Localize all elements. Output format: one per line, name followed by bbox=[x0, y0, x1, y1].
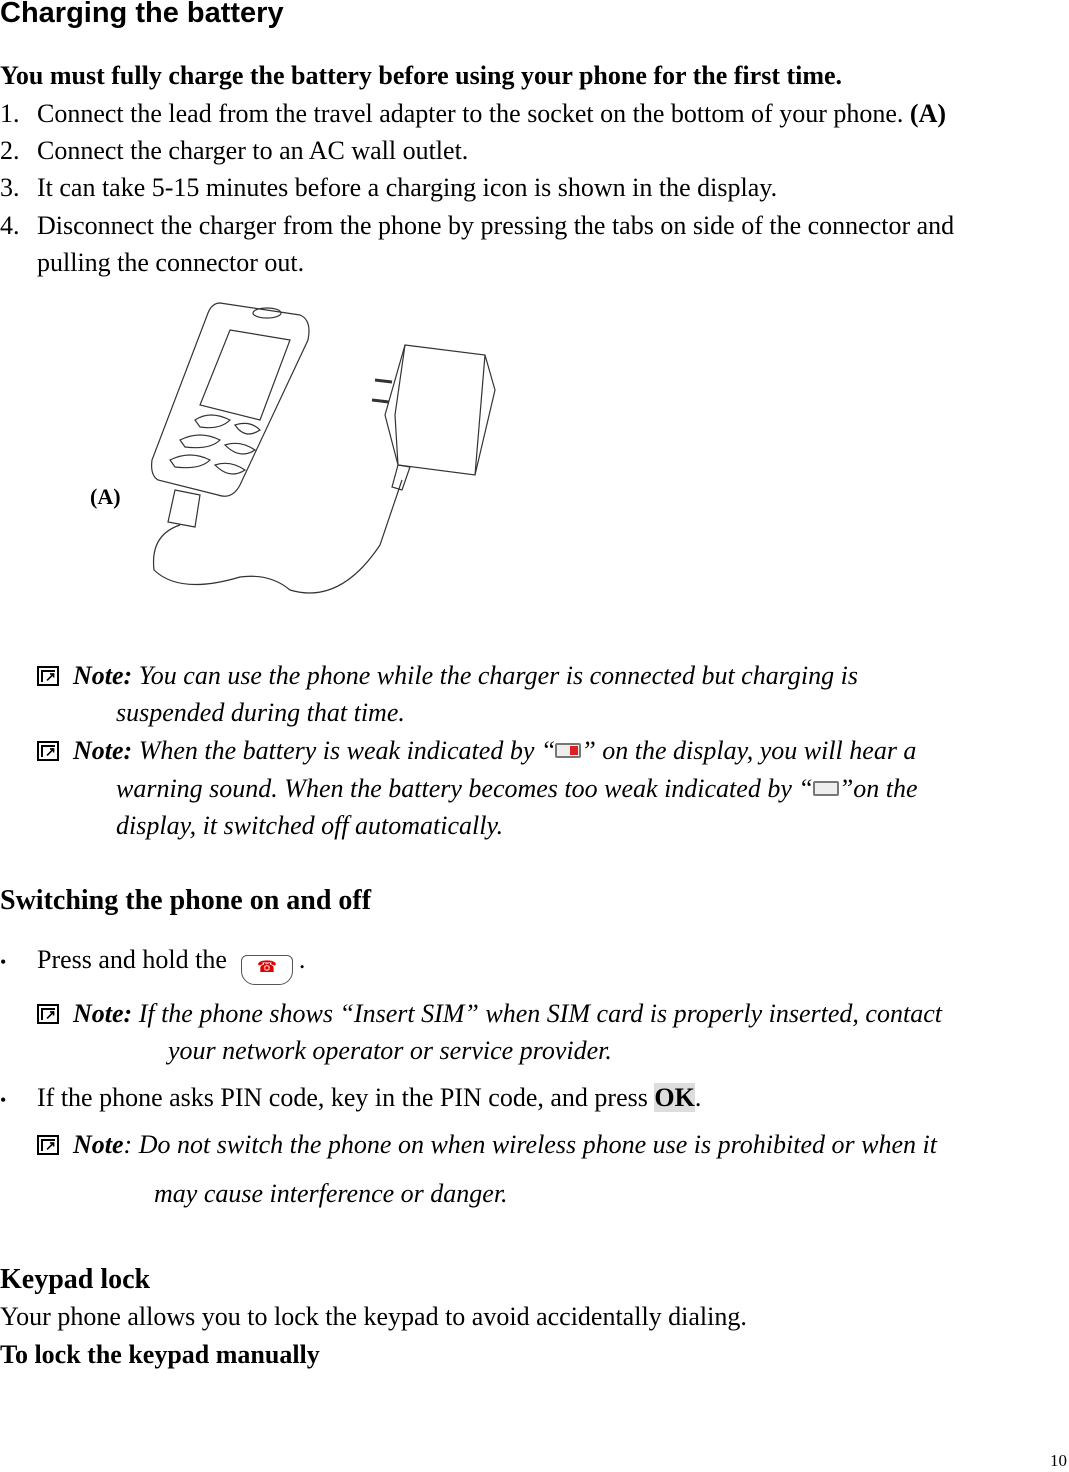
note-4: ↗ Note: Do not switch the phone on when wireless phone use is prohibited or when it bbox=[37, 1130, 937, 1160]
battery-empty-icon bbox=[813, 781, 839, 796]
phone-charger-illustration bbox=[140, 295, 510, 605]
note-4-cont: may cause interference or danger. bbox=[154, 1179, 508, 1208]
note-icon: ↗ bbox=[37, 666, 59, 686]
end-call-key-icon: ☎ bbox=[241, 955, 293, 985]
note-2-cont: warning sound. When the battery becomes too weak indicated by “ ”on the bbox=[116, 774, 918, 803]
step-4: 4. Disconnect the charger from the phone by pressing the tabs on side of the connector and bbox=[0, 211, 955, 240]
ok-key-label: OK bbox=[654, 1083, 695, 1112]
note-2: ↗ Note: When the battery is weak indicated by “ ” on the display, you will hear a bbox=[37, 736, 916, 766]
section-title-switching: Switching the phone on and off bbox=[0, 885, 372, 916]
step-2: 2. Connect the charger to an AC wall outlet. bbox=[0, 136, 469, 165]
section-title-charging: Charging the battery bbox=[0, 0, 284, 29]
note-3-cont: your network operator or service provider. bbox=[168, 1036, 612, 1065]
note-1-cont: suspended during that time. bbox=[116, 698, 405, 727]
note-2-cont2: display, it switched off automatically. bbox=[116, 811, 504, 840]
step-3: 3. It can take 5-15 minutes before a charging icon is shown in the display. bbox=[0, 173, 778, 202]
figure-label-a: (A) bbox=[90, 484, 121, 509]
step-4-cont: pulling the connector out. bbox=[37, 248, 305, 277]
bullet-press-hold: • Press and hold the ☎ . bbox=[0, 945, 305, 985]
section-title-keypad: Keypad lock bbox=[0, 1264, 151, 1295]
note-icon: ↗ bbox=[37, 741, 59, 761]
keypad-subheading: To lock the keypad manually bbox=[0, 1340, 320, 1369]
note-icon: ↗ bbox=[37, 1004, 59, 1024]
bullet-pin: • If the phone asks PIN code, key in the PIN code, and press OK. bbox=[0, 1083, 702, 1112]
page-number: 10 bbox=[1050, 1451, 1067, 1470]
note-3: ↗ Note: If the phone shows “Insert SIM” when SIM card is properly inserted, contact bbox=[37, 999, 942, 1029]
keypad-text: Your phone allows you to lock the keypad to avoid accidentally dialing. bbox=[0, 1302, 747, 1331]
step-1: 1. Connect the lead from the travel adapter to the socket on the bottom of your phone. (A) bbox=[0, 99, 946, 128]
note-1: ↗ Note: You can use the phone while the charger is connected but charging is bbox=[37, 661, 858, 691]
charging-intro: You must fully charge the battery before using your phone for the first time. bbox=[0, 61, 843, 90]
note-icon: ↗ bbox=[37, 1135, 59, 1155]
battery-low-icon bbox=[555, 743, 581, 758]
